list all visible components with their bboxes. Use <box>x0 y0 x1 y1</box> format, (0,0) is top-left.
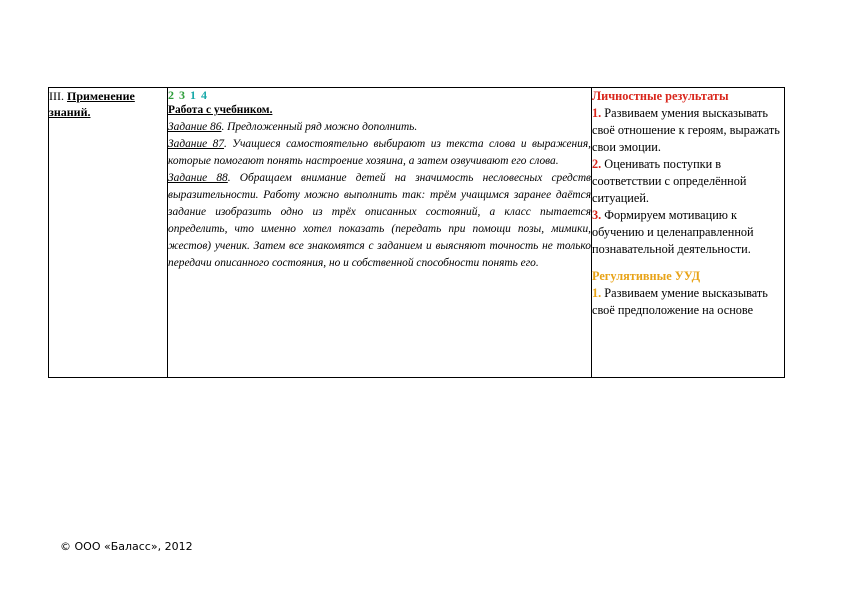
marker-3: 1 <box>190 88 197 102</box>
table-row <box>49 88 785 378</box>
task-86 <box>168 119 591 136</box>
stage-title: Применение знаний. <box>49 89 135 119</box>
results-cell <box>592 88 785 378</box>
task-87-ref: Задание 87 <box>168 138 225 150</box>
personal-item-3: 3. Формируем мотивацию к обучению и целенаправленной познавательной деятельности. <box>592 208 754 256</box>
task-88-ref: Задание 88 <box>168 172 228 184</box>
stage-cell <box>49 88 168 378</box>
marker-2: 3 <box>179 88 186 102</box>
content-heading: Работа с учебником. <box>168 104 273 116</box>
task-87-text: . Учащиеся самостоятельно выбирают из текста слова и выражения, которые помогают понять настроение хозяина, а затем озвучивают его слова. <box>168 138 591 167</box>
task-markers <box>168 88 591 102</box>
task-86-ref: Задание 86 <box>168 121 222 133</box>
personal-results-title: Личностные результаты <box>592 89 729 103</box>
marker-1: 2 <box>168 88 175 102</box>
regulatory-item-1: 1. Развиваем умение высказывать своё предположение на основе <box>592 286 768 317</box>
task-88-text: . Обращаем внимание детей на значимость несловесных средств выразительности. Работу можно выполнить так: трём учащимся заранее даётся задание изобразить одно из трёх описанных состояний, а класс пытается определить, что именно хотел показать (передать при помощи позы, мимики, жестов) ученик. Затем все знакомятся с заданием и выясняют точность не только передачи описанного состояния, но и собственной способности понять его. <box>168 172 592 269</box>
personal-item-2: 2. Оценивать поступки в соответствии с определённой ситуацией. <box>592 157 747 205</box>
copyright-footer: © ООО «Баласс», 2012 <box>60 540 193 553</box>
personal-item-1: 1. Развиваем умения высказывать своё отношение к героям, выражать свои эмоции. <box>592 106 780 154</box>
stage-number: III. <box>49 89 64 103</box>
task-87 <box>168 136 591 170</box>
task-88 <box>168 170 591 272</box>
marker-4: 4 <box>201 88 208 102</box>
task-86-text: . Предложенный ряд можно дополнить. <box>221 121 418 133</box>
lesson-table <box>48 87 785 378</box>
regulatory-title: Регулятивные УУД <box>592 269 701 283</box>
content-cell <box>168 88 592 378</box>
